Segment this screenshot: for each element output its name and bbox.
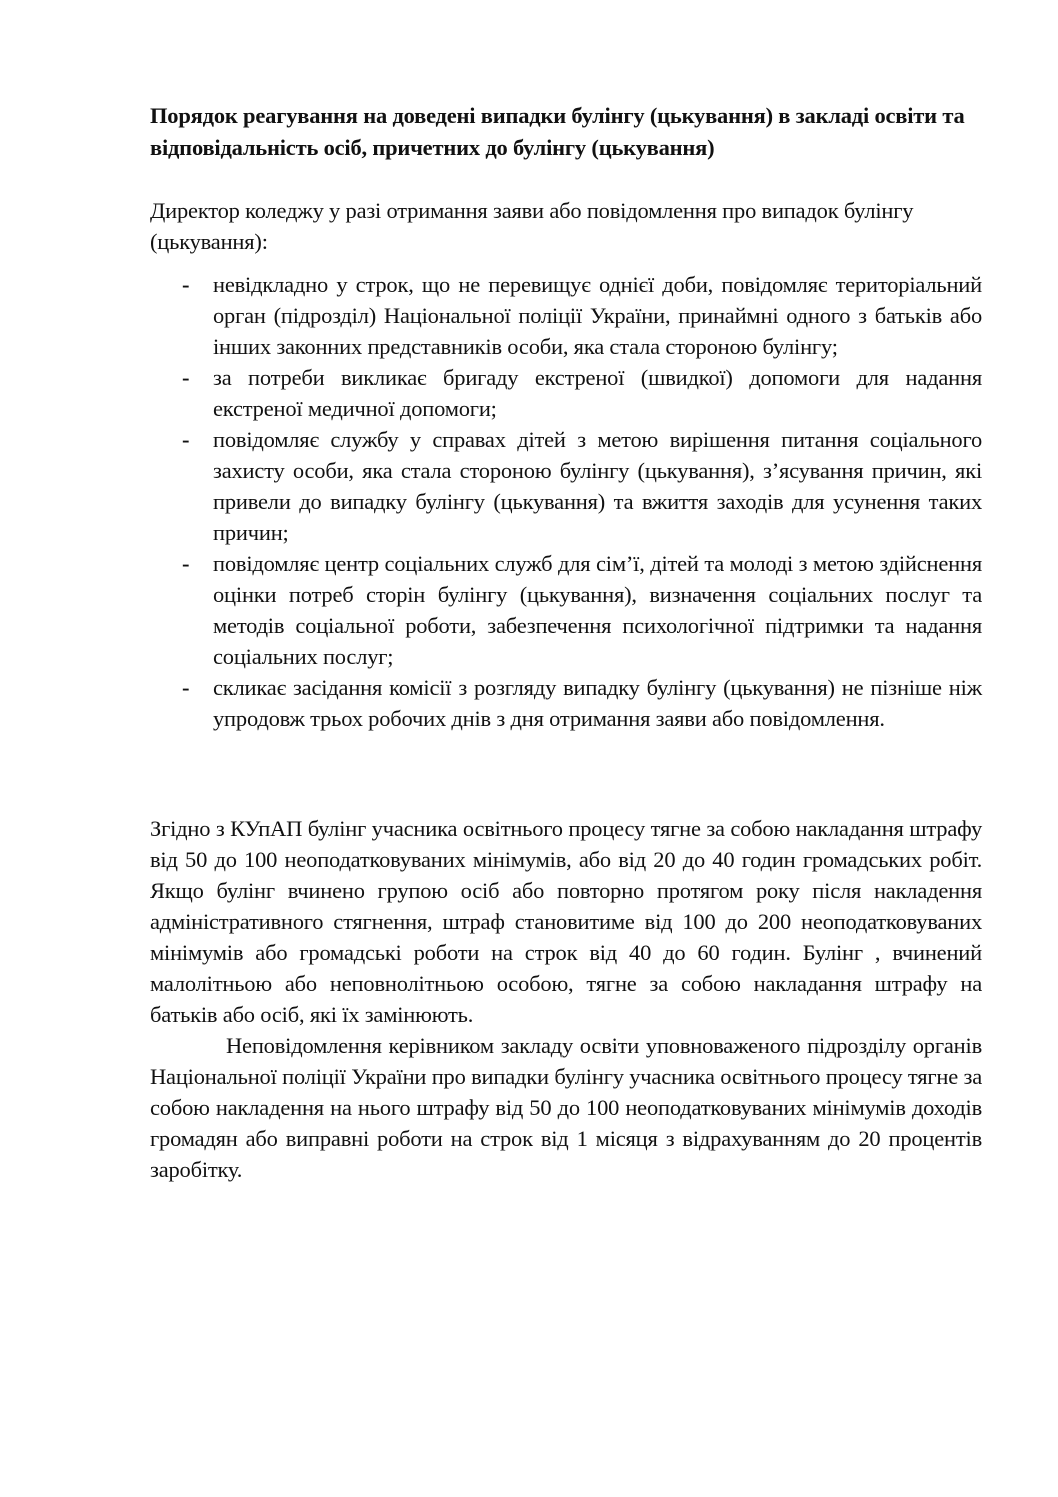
list-item: [150, 424, 982, 548]
penalty-paragraph: Згідно з КУпАП булінг учасника освітнього процесу тягне за собою накладання штрафу від 50 до 100 неоподатковуваних мінімумів, або від 20 до 40 годин громадських робіт. Якщо булінг вчинено групою осіб або повторно протягом року після накладення адміністративного стягнення, штраф становитиме від 100 до 200 неоподатковуваних мінімумів або громадські роботи на строк від 40 до 60 годин. Булінг , вчинений малолітньою або неповнолітньою особою, тягне за собою накладання штрафу на батьків або осіб, які їх замінюють.: [150, 816, 982, 1027]
list-item: [150, 269, 982, 362]
document-page: [150, 100, 982, 1185]
list-item: [150, 548, 982, 672]
list-item-text: за потреби викликає бригаду екстреної (швидкої) допомоги для надання екстреної медичної допомоги;: [213, 365, 982, 421]
list-item: [150, 362, 982, 424]
list-item-text: невідкладно у строк, що не перевищує однієї доби, повідомляє територіальний орган (підрозділ) Національної поліції України, принаймні одного з батьків або інших законних представників особи, яка стала стороною булінгу;: [213, 272, 982, 359]
list-item: [150, 672, 982, 734]
intro-paragraph: Директор коледжу у разі отримання заяви або повідомлення про випадок булінгу (цькування):: [150, 198, 914, 254]
actions-list: [150, 269, 982, 734]
document-title: Порядок реагування на доведені випадки булінгу (цькування) в закладі освіти та відповідальність осіб, причетних до булінгу (цькування): [150, 103, 965, 160]
list-item-text: повідомляє центр соціальних служб для сім’ї, дітей та молоді з метою здійснення оцінки потреб сторін булінгу (цькування), визначення соціальних послуг та методів соціальної роботи, забезпечення психологічної підтримки та надання соціальних послуг;: [213, 551, 982, 669]
non-reporting-paragraph: Неповідомлення керівником закладу освіти уповноваженого підрозділу органів Національної поліції України про випадки булінгу учасника освітнього процесу тягне за собою накладення на нього штрафу від 50 до 100 неоподатковуваних мінімумів доходів громадян або виправні роботи на строк від 1 місяця з відрахуванням до 20 процентів заробітку.: [150, 1033, 982, 1182]
dash-bullet-icon: -: [182, 427, 190, 452]
dash-bullet-icon: -: [182, 675, 190, 700]
list-item-text: скликає засідання комісії з розгляду випадку булінгу (цькування) не пізніше ніж упродовж трьох робочих днів з дня отримання заяви або повідомлення.: [213, 675, 982, 731]
dash-bullet-icon: -: [182, 551, 190, 576]
dash-bullet-icon: -: [182, 272, 190, 297]
dash-bullet-icon: -: [182, 365, 190, 390]
list-item-text: повідомляє службу у справах дітей з метою вирішення питання соціального захисту особи, яка стала стороною булінгу (цькування), з’ясування причин, які привели до випадку булінгу (цькування) та вжиття заходів для усунення таких причин;: [213, 427, 982, 545]
